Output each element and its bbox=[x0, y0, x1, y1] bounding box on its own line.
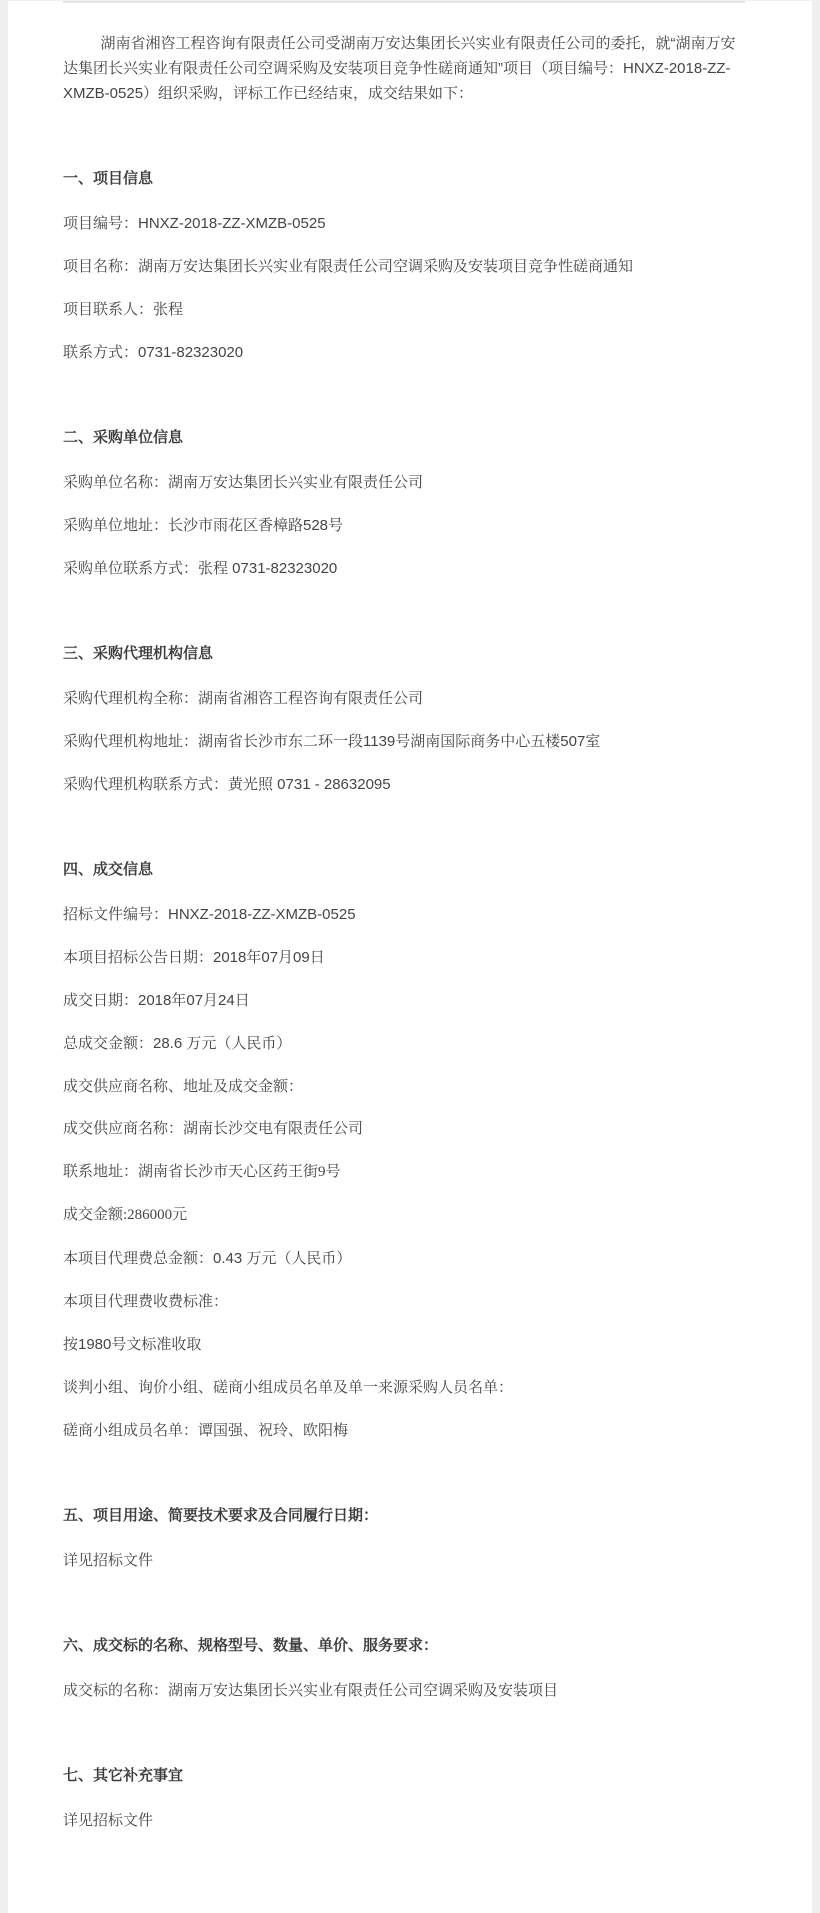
paragraph: 成交供应商名称、地址及成交金额： bbox=[63, 1078, 304, 1095]
paragraph: 项目编号：HNXZ-2018-ZZ-XMZB-0525 bbox=[63, 215, 326, 232]
paragraph: 采购代理机构地址：湖南省长沙市东二环一段1139号湖南国际商务中心五楼507室 bbox=[63, 733, 601, 750]
paragraph: 详见招标文件 bbox=[63, 1812, 154, 1829]
paragraph: 联系地址：湖南省长沙市天心区药王街9号 bbox=[63, 1164, 341, 1180]
paragraph: 招标文件编号：HNXZ-2018-ZZ-XMZB-0525 bbox=[63, 906, 356, 923]
paragraph: 谈判小组、询价小组、磋商小组成员名单及单一来源采购人员名单： bbox=[63, 1379, 514, 1396]
paragraph: 本项目招标公告日期：2018年07月09日 bbox=[63, 949, 325, 966]
paragraph: 采购单位联系方式：张程 0731-82323020 bbox=[63, 560, 338, 577]
top-divider bbox=[63, 1, 745, 3]
paragraph: 采购代理机构全称：湖南省湘咨工程咨询有限责任公司 bbox=[63, 690, 424, 707]
paragraph: 项目联系人：张程 bbox=[63, 301, 184, 318]
intro-paragraph: 湖南省湘咨工程咨询有限责任公司受湖南万安达集团长兴实业有限责任公司的委托，就“湖南万安达集团长兴实业有限责任公司空调采购及安装项目竞争性磋商通知”项目（项目编号：HNXZ-2018-ZZ-XMZB-0525）组织采购，评标工作已经结束，成交结果如下： bbox=[63, 35, 736, 102]
section-heading: 五、项目用途、简要技术要求及合同履行日期： bbox=[63, 1507, 379, 1524]
section-heading: 四、成交信息 bbox=[63, 861, 154, 878]
section-heading: 三、采购代理机构信息 bbox=[63, 645, 214, 662]
paragraph: 成交标的名称：湖南万安达集团长兴实业有限责任公司空调采购及安装项目 bbox=[63, 1682, 559, 1699]
paragraph: 磋商小组成员名单：谭国强、祝玲、欧阳梅 bbox=[63, 1422, 349, 1439]
paragraph: 本项目代理费总金额：0.43 万元（人民币） bbox=[63, 1250, 352, 1267]
paragraph: 详见招标文件 bbox=[63, 1552, 154, 1569]
content-card bbox=[8, 1, 812, 1913]
sections bbox=[63, 166, 745, 1833]
paragraph: 联系方式：0731-82323020 bbox=[63, 344, 244, 361]
paragraph: 本项目代理费收费标准： bbox=[63, 1293, 229, 1310]
paragraph: 采购单位地址：长沙市雨花区香樟路528号 bbox=[63, 517, 344, 534]
paragraph: 成交日期：2018年07月24日 bbox=[63, 992, 250, 1009]
section-heading: 二、采购单位信息 bbox=[63, 429, 184, 446]
paragraph: 项目名称：湖南万安达集团长兴实业有限责任公司空调采购及安装项目竞争性磋商通知 bbox=[63, 258, 634, 275]
paragraph: 采购单位名称：湖南万安达集团长兴实业有限责任公司 bbox=[63, 474, 424, 491]
section-heading: 七、其它补充事宜 bbox=[63, 1767, 184, 1784]
paragraph: 总成交金额：28.6 万元（人民币） bbox=[63, 1035, 292, 1052]
paragraph: 成交供应商名称：湖南长沙交电有限责任公司 bbox=[63, 1121, 364, 1137]
paragraph: 按1980号文标准收取 bbox=[63, 1336, 202, 1353]
section-heading: 一、项目信息 bbox=[63, 170, 154, 187]
paragraph: 采购代理机构联系方式：黄光照 0731 - 28632095 bbox=[63, 776, 391, 793]
section-heading: 六、成交标的名称、规格型号、数量、单价、服务要求： bbox=[63, 1637, 439, 1654]
announcement-page bbox=[0, 1, 820, 1913]
paragraph: 成交金额:286000元 bbox=[63, 1207, 188, 1223]
